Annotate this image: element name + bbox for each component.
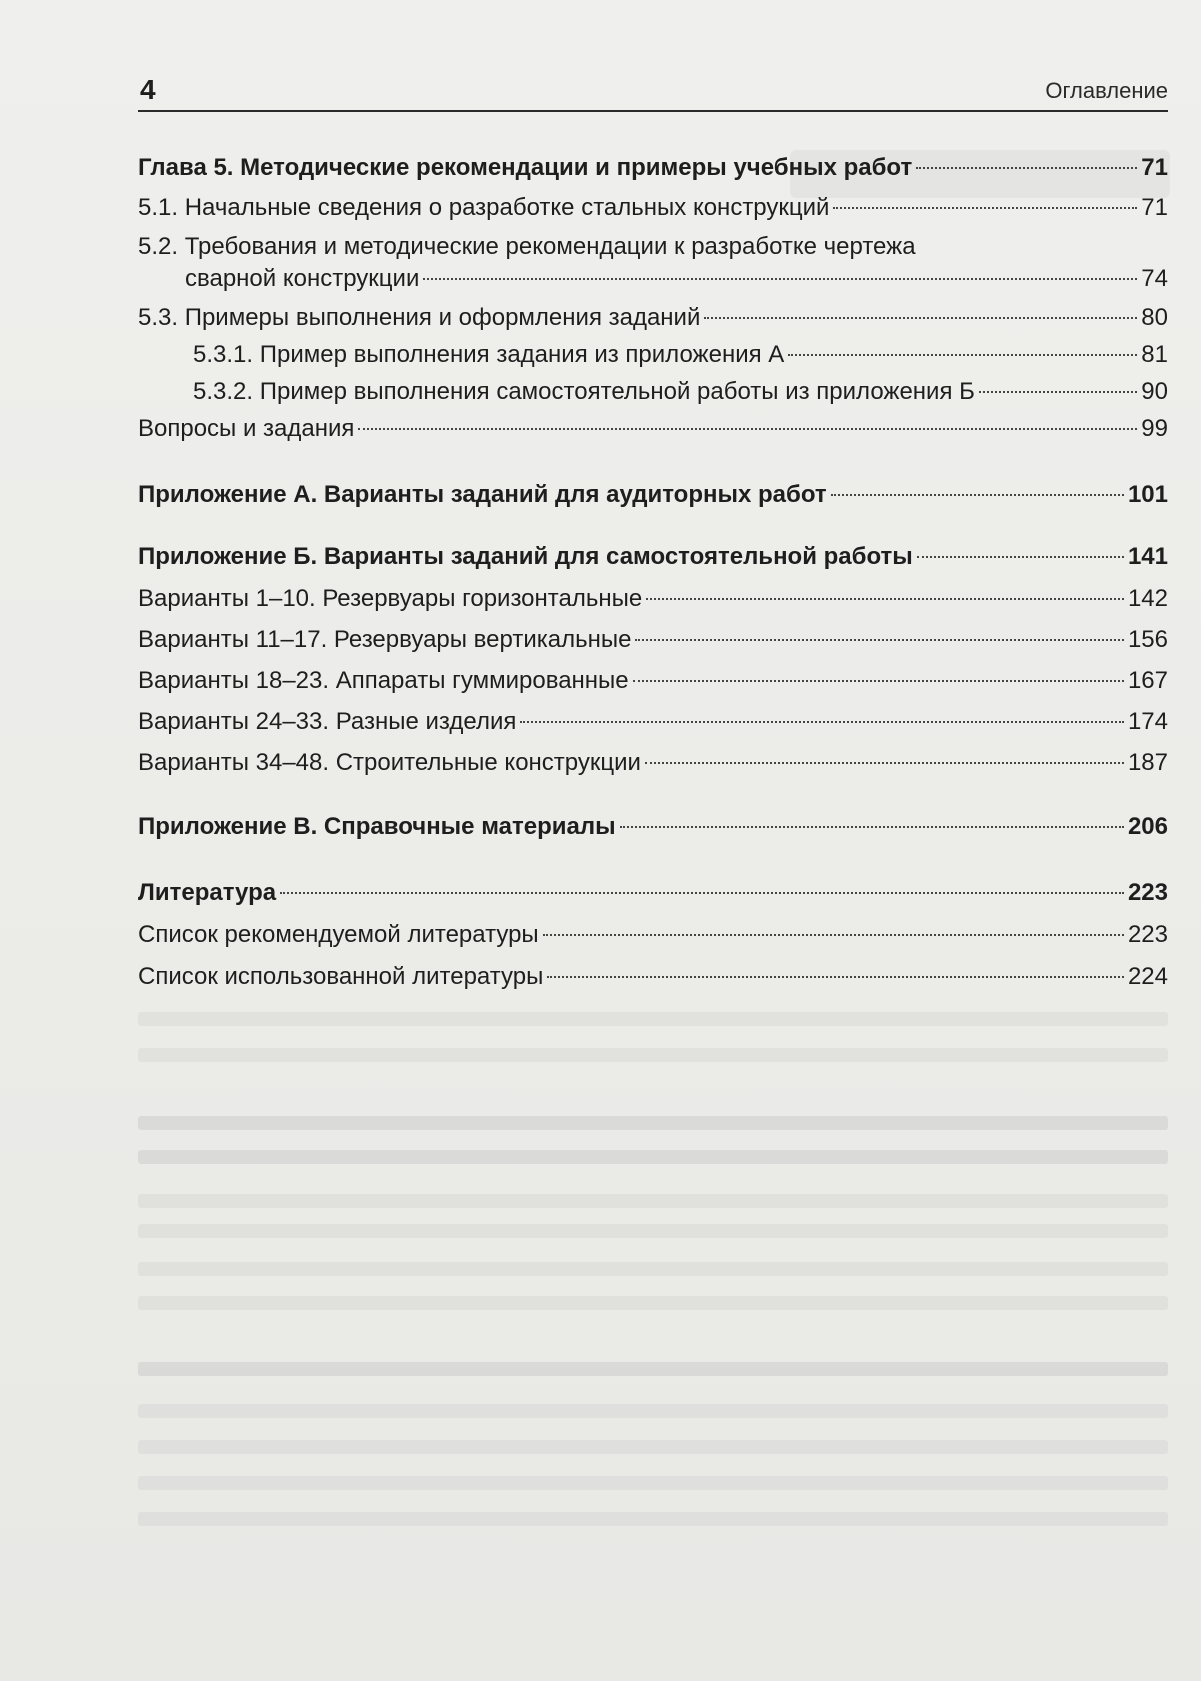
toc-entry-appendix-a[interactable] xyxy=(138,479,1168,511)
toc-entry-title: 5.3. Примеры выполнения и оформления заданий xyxy=(138,304,701,331)
dot-leader xyxy=(547,976,1124,978)
toc-entry-page: 223 xyxy=(1127,921,1168,948)
show-through-line xyxy=(138,1116,1168,1130)
show-through-line xyxy=(138,1440,1168,1454)
toc-entry-title: Приложение Б. Варианты заданий для самостоятельной работы xyxy=(138,543,913,570)
toc-entry-title: 5.3.1. Пример выполнения задания из приложения А xyxy=(193,341,785,368)
toc-entry-page: 90 xyxy=(1141,378,1168,405)
toc-entry-chapter-5[interactable] xyxy=(138,152,1168,184)
show-through-line xyxy=(138,1296,1168,1310)
toc-entry-page: 80 xyxy=(1141,304,1168,331)
toc-entry-5-3-1[interactable] xyxy=(138,339,1168,371)
toc-entry-used-literature[interactable] xyxy=(138,961,1168,993)
toc-entry-appendix-v[interactable] xyxy=(138,811,1168,843)
toc-entry-title-continuation: сварной конструкции xyxy=(185,265,420,292)
toc-entry-variants-34-48[interactable] xyxy=(138,747,1168,779)
page-header xyxy=(138,70,1168,112)
toc-entry-page: 71 xyxy=(1141,154,1168,181)
toc-entry-page: 187 xyxy=(1127,749,1168,776)
toc-entry-literature[interactable] xyxy=(138,877,1168,909)
show-through-line xyxy=(138,1512,1168,1526)
toc-entry-title: Приложение А. Варианты заданий для аудиторных работ xyxy=(138,481,827,508)
dot-leader xyxy=(423,278,1137,280)
toc-entry-title: Варианты 24–33. Разные изделия xyxy=(138,708,517,735)
toc-entry-page: 167 xyxy=(1127,667,1168,694)
toc-entry-title: Список использованной литературы xyxy=(138,963,544,990)
dot-leader xyxy=(358,428,1137,430)
dot-leader xyxy=(646,598,1124,600)
toc-entry-appendix-b[interactable] xyxy=(138,541,1168,573)
show-through-line xyxy=(138,1262,1168,1276)
dot-leader xyxy=(280,892,1124,894)
page-number: 4 xyxy=(140,74,156,105)
toc-entry-title: Список рекомендуемой литературы xyxy=(138,921,539,948)
toc-entry-page: 71 xyxy=(1141,194,1168,221)
dot-leader xyxy=(916,167,1137,169)
dot-leader xyxy=(788,354,1137,356)
toc-entry-title: 5.2. Требования и методические рекомендации к разработке чертежа xyxy=(138,233,916,260)
show-through-line xyxy=(138,1404,1168,1418)
toc-entry-title: Варианты 34–48. Строительные конструкции xyxy=(138,749,641,776)
toc-entry-page: 142 xyxy=(1127,585,1168,612)
toc-entry-variants-11-17[interactable] xyxy=(138,624,1168,656)
toc-entry-title: Варианты 11–17. Резервуары вертикальные xyxy=(138,626,632,653)
toc-entry-page: 101 xyxy=(1127,481,1168,508)
show-through-line xyxy=(138,1194,1168,1208)
toc-entry-title: 5.3.2. Пример выполнения самостоятельной работы из приложения Б xyxy=(193,378,975,405)
toc-entry-line xyxy=(138,231,1168,263)
toc-entry-title: Варианты 18–23. Аппараты гуммированные xyxy=(138,667,629,694)
dot-leader xyxy=(620,826,1124,828)
toc-entry-page: 223 xyxy=(1127,879,1168,906)
toc-entry-title: Глава 5. Методические рекомендации и примеры учебных работ xyxy=(138,154,913,181)
dot-leader xyxy=(917,556,1124,558)
toc-entry-page: 74 xyxy=(1141,265,1168,292)
dot-leader xyxy=(831,494,1124,496)
running-title: Оглавление xyxy=(1045,78,1168,103)
dot-leader xyxy=(979,391,1137,393)
toc-entry-questions[interactable] xyxy=(138,413,1168,445)
toc-entry-title: Приложение В. Справочные материалы xyxy=(138,813,616,840)
table-of-contents xyxy=(138,152,1168,993)
dot-leader xyxy=(645,762,1124,764)
toc-entry-5-3[interactable] xyxy=(138,302,1168,334)
toc-entry-page: 206 xyxy=(1127,813,1168,840)
toc-entry-5-2[interactable] xyxy=(138,231,1168,295)
show-through-line xyxy=(138,1150,1168,1164)
dot-leader xyxy=(833,207,1137,209)
show-through-line xyxy=(138,1012,1168,1026)
show-through-line xyxy=(138,1224,1168,1238)
toc-entry-5-3-2[interactable] xyxy=(138,376,1168,408)
dot-leader xyxy=(543,934,1124,936)
toc-entry-5-1[interactable] xyxy=(138,192,1168,224)
toc-entry-variants-1-10[interactable] xyxy=(138,583,1168,615)
dot-leader xyxy=(633,680,1124,682)
toc-entry-page: 81 xyxy=(1141,341,1168,368)
toc-entry-page: 99 xyxy=(1141,415,1168,442)
dot-leader xyxy=(520,721,1124,723)
show-through-line xyxy=(138,1476,1168,1490)
dot-leader xyxy=(704,317,1137,319)
toc-entry-page: 224 xyxy=(1127,963,1168,990)
toc-entry-title: Варианты 1–10. Резервуары горизонтальные xyxy=(138,585,643,612)
toc-entry-page: 141 xyxy=(1127,543,1168,570)
toc-entry-page: 156 xyxy=(1127,626,1168,653)
toc-entry-line xyxy=(138,263,1168,295)
dot-leader xyxy=(635,639,1123,641)
toc-entry-variants-18-23[interactable] xyxy=(138,665,1168,697)
show-through-line xyxy=(138,1362,1168,1376)
toc-entry-title: Вопросы и задания xyxy=(138,415,355,442)
toc-entry-recommended-literature[interactable] xyxy=(138,919,1168,951)
toc-entry-title: Литература xyxy=(138,879,277,906)
show-through-line xyxy=(138,1048,1168,1062)
toc-entry-page: 174 xyxy=(1127,708,1168,735)
toc-entry-title: 5.1. Начальные сведения о разработке стальных конструкций xyxy=(138,194,830,221)
toc-entry-variants-24-33[interactable] xyxy=(138,706,1168,738)
